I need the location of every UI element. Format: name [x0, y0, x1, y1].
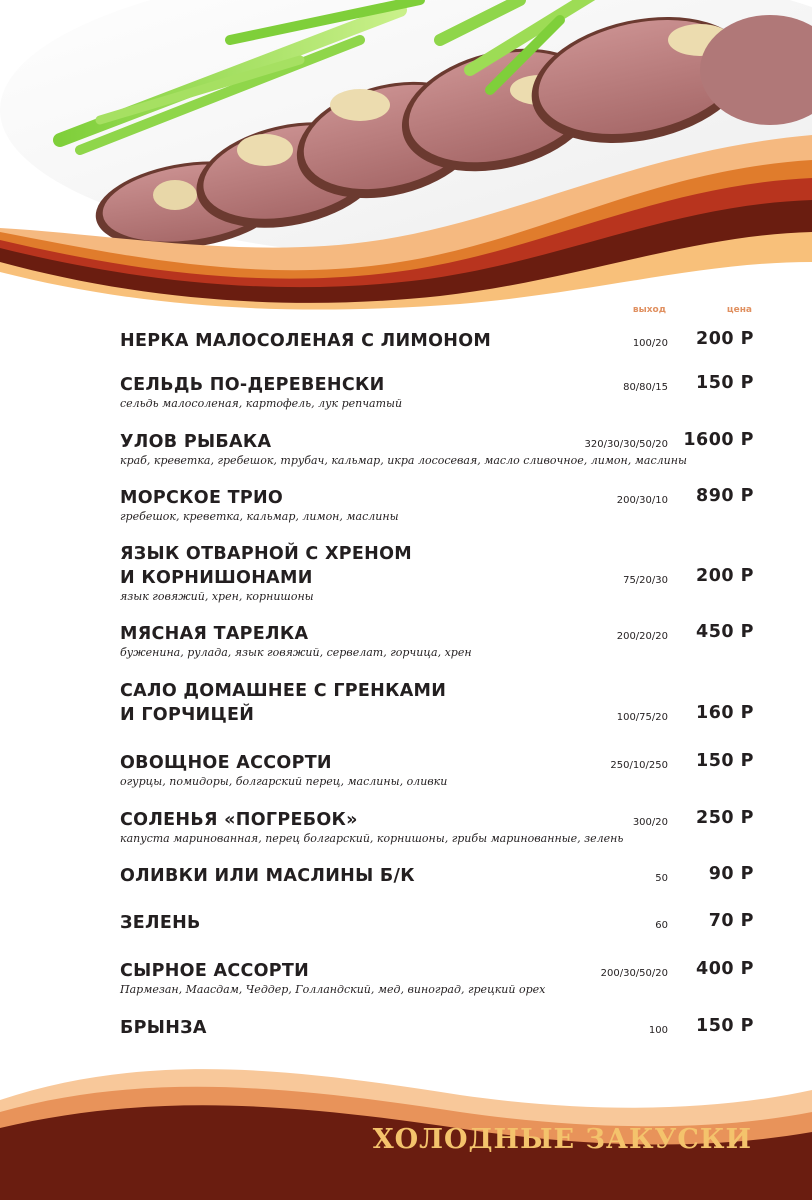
- item-price: 200 Р: [696, 566, 754, 586]
- item-yield: 250/10/250: [610, 760, 668, 771]
- item-description: капуста маринованная, перец болгарский, корнишоны, грибы маринованные, зелень: [120, 832, 624, 845]
- item-yield: 80/80/15: [623, 382, 668, 393]
- menu-item: [120, 486, 754, 524]
- menu-item: [120, 622, 754, 660]
- menu-item: [120, 542, 754, 604]
- menu-item: [120, 808, 754, 846]
- item-yield: 200/30/50/20: [600, 968, 668, 979]
- item-name-line1: ЯЗЫК ОТВАРНОЙ С ХРЕНОМ: [120, 544, 412, 564]
- column-headers: [0, 305, 812, 319]
- menu-item: [120, 430, 754, 468]
- item-name: НЕРКА МАЛОСОЛЕНАЯ С ЛИМОНОМ: [120, 331, 492, 351]
- section-title: ХОЛОДНЫЕ ЗАКУСКИ: [372, 1124, 752, 1155]
- menu-item: [120, 373, 754, 411]
- column-header-price: цена: [726, 305, 752, 315]
- menu-item: [120, 911, 754, 935]
- item-name: ОВОЩНОЕ АССОРТИ: [120, 753, 332, 773]
- item-yield: 200/20/20: [616, 631, 668, 642]
- item-price: 90 Р: [708, 864, 754, 884]
- item-yield: 100/75/20: [616, 712, 668, 723]
- item-yield: 100: [648, 1025, 668, 1036]
- menu-item: [120, 864, 754, 888]
- column-header-yield: выход: [632, 305, 666, 315]
- item-name-line2: И КОРНИШОНАМИ: [120, 568, 313, 588]
- item-name: СЕЛЬДЬ ПО-ДЕРЕВЕНСКИ: [120, 375, 385, 395]
- item-yield: 75/20/30: [623, 575, 668, 586]
- item-description: Пармезан, Маасдам, Чеддер, Голландский, мед, виноград, грецкий орех: [120, 983, 546, 996]
- item-name: МЯСНАЯ ТАРЕЛКА: [120, 624, 309, 644]
- item-description: язык говяжий, хрен, корнишоны: [120, 590, 314, 603]
- item-name: ОЛИВКИ ИЛИ МАСЛИНЫ Б/К: [120, 866, 415, 886]
- item-price: 890 Р: [696, 486, 754, 506]
- item-description: огурцы, помидоры, болгарский перец, маслины, оливки: [120, 775, 448, 788]
- item-yield: 200/30/10: [616, 495, 668, 506]
- menu-item: [120, 751, 754, 789]
- item-yield: 60: [655, 920, 668, 931]
- item-name: СОЛЕНЬЯ «ПОГРЕБОК»: [120, 810, 358, 830]
- menu-item: [120, 679, 754, 727]
- item-yield: 320/30/30/50/20: [584, 439, 668, 450]
- item-name: УЛОВ РЫБАКА: [120, 432, 272, 452]
- menu-item: [120, 329, 754, 353]
- item-name: ЗЕЛЕНЬ: [120, 913, 201, 933]
- item-price: 70 Р: [708, 911, 754, 931]
- item-price: 250 Р: [696, 808, 754, 828]
- hero-food-photo: [0, 0, 812, 310]
- item-price: 1600 Р: [683, 430, 754, 450]
- item-price: 150 Р: [696, 751, 754, 771]
- item-name: МОРСКОЕ ТРИО: [120, 488, 284, 508]
- item-description: краб, креветка, гребешок, трубач, кальмар, икра лососевая, масло сливочное, лимон, маслины: [120, 454, 687, 467]
- item-price: 150 Р: [696, 373, 754, 393]
- item-name: БРЫНЗА: [120, 1018, 207, 1038]
- menu-item: [120, 959, 754, 997]
- item-yield: 100/20: [632, 338, 668, 349]
- item-name-line1: САЛО ДОМАШНЕЕ С ГРЕНКАМИ: [120, 681, 447, 701]
- item-name: СЫРНОЕ АССОРТИ: [120, 961, 310, 981]
- item-price: 400 Р: [696, 959, 754, 979]
- item-description: сельдь малосоленая, картофель, лук репчатый: [120, 397, 403, 410]
- item-description: гребешок, креветка, кальмар, лимон, маслины: [120, 510, 399, 523]
- item-price: 160 Р: [696, 703, 754, 723]
- item-yield: 50: [655, 873, 668, 884]
- item-price: 450 Р: [696, 622, 754, 642]
- item-yield: 300/20: [632, 817, 668, 828]
- item-price: 200 Р: [696, 329, 754, 349]
- item-name-line2: И ГОРЧИЦЕЙ: [120, 705, 255, 725]
- menu-item: [120, 1016, 754, 1040]
- item-price: 150 Р: [696, 1016, 754, 1036]
- item-description: буженина, рулада, язык говяжий, сервелат, горчица, хрен: [120, 646, 472, 659]
